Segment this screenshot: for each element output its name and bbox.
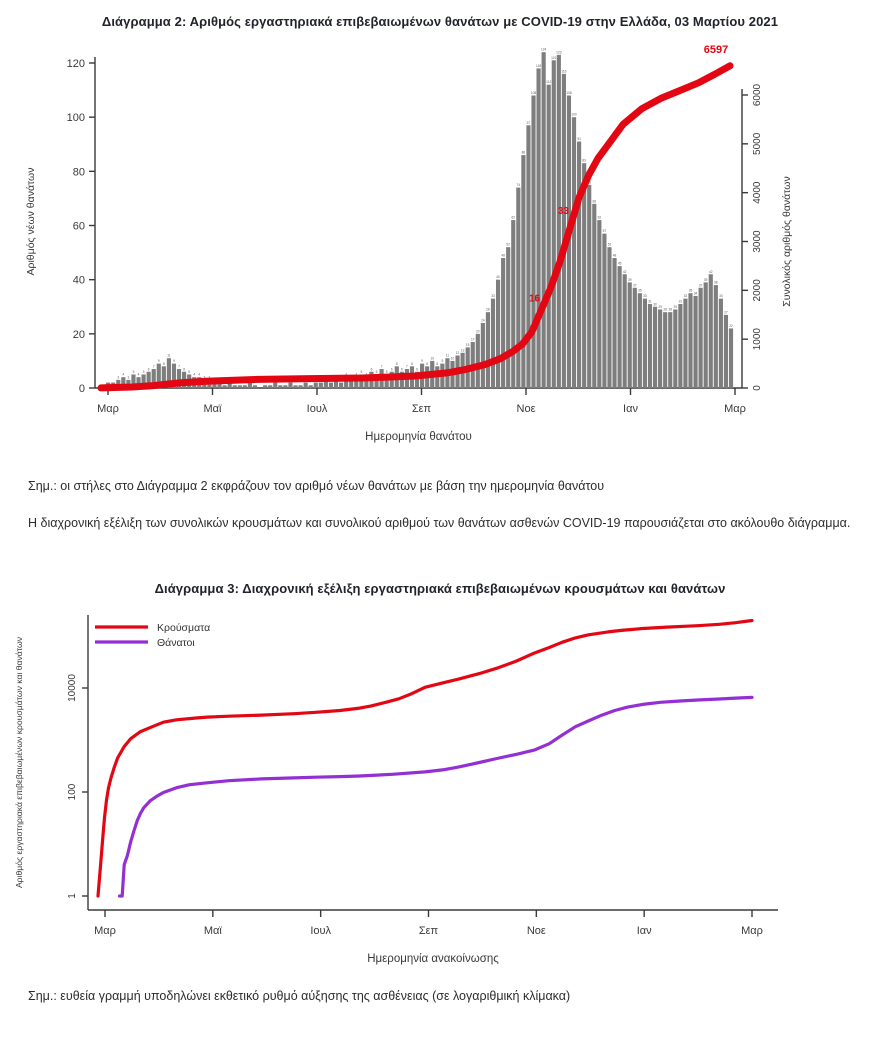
svg-text:5: 5 <box>188 369 191 374</box>
svg-text:80: 80 <box>72 166 85 179</box>
svg-text:33: 33 <box>719 294 723 299</box>
svg-text:8: 8 <box>162 361 165 366</box>
svg-text:39: 39 <box>627 277 632 282</box>
svg-text:Ιαν: Ιαν <box>636 925 652 937</box>
svg-text:45: 45 <box>617 261 622 266</box>
svg-text:35: 35 <box>688 288 693 293</box>
svg-text:33: 33 <box>683 294 688 299</box>
svg-text:20: 20 <box>72 328 85 341</box>
svg-text:123: 123 <box>556 50 562 55</box>
svg-text:1: 1 <box>67 893 78 899</box>
svg-text:Μαρ: Μαρ <box>94 925 116 937</box>
svg-text:91: 91 <box>577 137 581 142</box>
svg-text:118: 118 <box>536 63 542 68</box>
svg-text:1000: 1000 <box>752 328 763 351</box>
svg-text:10000: 10000 <box>67 674 78 702</box>
svg-text:37: 37 <box>698 283 703 288</box>
svg-text:31: 31 <box>678 299 683 304</box>
svg-text:4: 4 <box>365 372 368 377</box>
svg-text:75: 75 <box>587 180 591 185</box>
svg-text:4000: 4000 <box>752 181 763 204</box>
svg-text:52: 52 <box>607 242 612 247</box>
svg-text:108: 108 <box>566 91 572 95</box>
svg-text:52: 52 <box>506 242 510 247</box>
chart3-title: Διάγραμμα 3: Διαχρονική εξέλιξη εργαστηριακά επιβεβαιωμένων κρουσμάτων και θανάτων <box>154 581 726 596</box>
svg-text:28: 28 <box>663 307 667 312</box>
svg-text:2000: 2000 <box>752 279 763 302</box>
chart3-series-line <box>98 621 752 897</box>
svg-text:3: 3 <box>350 375 353 380</box>
svg-text:38: 38 <box>714 280 718 285</box>
svg-text:Σεπ: Σεπ <box>411 403 432 415</box>
svg-text:40: 40 <box>72 274 85 287</box>
svg-text:31: 31 <box>648 299 652 304</box>
svg-text:Μαϊ: Μαϊ <box>203 403 222 415</box>
svg-text:3: 3 <box>335 375 337 380</box>
svg-text:4: 4 <box>137 372 140 377</box>
svg-text:Μαρ: Μαρ <box>97 403 119 415</box>
svg-text:9: 9 <box>441 359 444 364</box>
svg-text:86: 86 <box>521 150 526 155</box>
chart3-series-line <box>120 697 752 896</box>
svg-text:7: 7 <box>152 364 155 369</box>
svg-text:30: 30 <box>653 302 657 307</box>
svg-text:39: 39 <box>703 277 708 282</box>
chart2-note: Σημ.: οι στήλες στο Διάγραμμα 2 εκφράζουν τον αριθμό νέων θανάτων με βάση την ημερομηνία θανάτου <box>28 479 605 493</box>
svg-text:8: 8 <box>426 361 429 366</box>
svg-text:124: 124 <box>540 47 547 52</box>
svg-text:3: 3 <box>325 375 327 380</box>
svg-text:42: 42 <box>622 269 627 274</box>
svg-text:9: 9 <box>173 359 175 364</box>
svg-text:5: 5 <box>375 369 378 374</box>
chart3-figure <box>0 603 880 975</box>
svg-text:Ημερομηνία θανάτου: Ημερομηνία θανάτου <box>365 431 472 443</box>
svg-text:4: 4 <box>355 372 358 377</box>
svg-text:4: 4 <box>345 372 348 377</box>
svg-text:121: 121 <box>551 55 557 60</box>
svg-text:8: 8 <box>395 361 398 366</box>
svg-text:6: 6 <box>183 367 185 372</box>
svg-text:74: 74 <box>516 183 521 188</box>
svg-text:3: 3 <box>208 375 211 380</box>
svg-text:Μαρ: Μαρ <box>741 925 763 937</box>
svg-text:60: 60 <box>72 220 85 233</box>
svg-text:20: 20 <box>476 329 480 334</box>
svg-text:Αριθμός εργαστηριακά επιβεβαιω: Αριθμός εργαστηριακά επιβεβαιωμένων κρουσμάτων και θανάτων <box>14 636 24 889</box>
svg-text:10: 10 <box>430 356 435 361</box>
svg-text:6000: 6000 <box>752 83 763 107</box>
svg-text:68: 68 <box>592 199 597 204</box>
svg-text:Μαρ: Μαρ <box>724 403 746 415</box>
svg-text:27: 27 <box>724 310 728 315</box>
svg-text:24: 24 <box>481 318 485 323</box>
svg-text:6: 6 <box>400 367 403 372</box>
svg-text:11: 11 <box>445 353 450 358</box>
svg-text:40: 40 <box>496 275 500 280</box>
chart3-axes <box>82 615 778 917</box>
svg-text:28: 28 <box>668 307 673 312</box>
svg-text:100: 100 <box>571 112 577 117</box>
svg-text:48: 48 <box>612 253 617 258</box>
chart2-annotation: 33 <box>557 205 569 217</box>
svg-text:5: 5 <box>385 369 388 374</box>
svg-text:Νοε: Νοε <box>526 925 546 937</box>
svg-text:83: 83 <box>582 158 586 163</box>
svg-text:34: 34 <box>693 291 698 296</box>
chart2-annotation: 16 <box>528 293 541 305</box>
svg-text:Ιουλ: Ιουλ <box>306 403 328 415</box>
svg-text:Σεπ: Σεπ <box>418 925 439 937</box>
svg-text:8: 8 <box>411 361 413 366</box>
svg-text:6: 6 <box>416 367 418 372</box>
svg-text:48: 48 <box>501 253 505 258</box>
svg-text:112: 112 <box>546 80 552 85</box>
svg-text:Συνολικός αριθμός θανάτων: Συνολικός αριθμός θανάτων <box>781 176 793 307</box>
svg-text:4: 4 <box>122 372 125 377</box>
svg-text:9: 9 <box>157 359 160 364</box>
svg-text:7: 7 <box>178 364 180 369</box>
svg-text:3: 3 <box>203 375 206 380</box>
body-paragraph: Η διαχρονική εξέλιξη των συνολικών κρουσμάτων και συνολικού αριθμού των θανάτων ασθενών COVID-19 παρουσιάζεται στο ακόλουθο διάγραμμα. <box>28 516 851 530</box>
svg-text:4: 4 <box>198 372 201 377</box>
svg-text:10: 10 <box>450 356 455 361</box>
svg-text:6: 6 <box>147 367 150 372</box>
chart2-figure <box>0 34 880 454</box>
svg-text:5: 5 <box>360 369 363 374</box>
chart2-bars <box>101 52 733 388</box>
svg-text:33: 33 <box>643 294 647 299</box>
svg-text:Αριθμός νέων θανάτων: Αριθμός νέων θανάτων <box>25 167 37 276</box>
svg-text:13: 13 <box>460 348 465 353</box>
svg-text:Ημερομηνία ανακοίνωσης: Ημερομηνία ανακοίνωσης <box>367 953 499 965</box>
chart2-title: Διάγραμμα 2: Αριθμός εργαστηριακά επιβεβαιωμένων θανάτων με COVID-19 στην Ελλάδα, 03 Μαρτίου 2021 <box>101 14 779 29</box>
svg-text:0: 0 <box>752 385 763 391</box>
svg-text:4: 4 <box>193 372 196 377</box>
svg-text:17: 17 <box>470 337 475 342</box>
svg-text:6: 6 <box>370 367 373 372</box>
svg-text:5000: 5000 <box>752 132 763 155</box>
svg-text:29: 29 <box>658 304 662 309</box>
svg-text:5: 5 <box>142 369 145 374</box>
svg-text:37: 37 <box>633 283 637 288</box>
svg-text:7: 7 <box>380 364 383 369</box>
svg-text:3: 3 <box>127 375 130 380</box>
svg-text:108: 108 <box>530 91 537 95</box>
legend-label: Κρούσματα <box>157 622 211 634</box>
svg-text:5: 5 <box>132 369 135 374</box>
svg-text:57: 57 <box>602 229 607 234</box>
svg-text:3000: 3000 <box>752 230 763 253</box>
svg-text:7: 7 <box>406 364 408 369</box>
svg-text:100: 100 <box>67 783 78 801</box>
svg-text:97: 97 <box>526 120 531 125</box>
svg-text:Ιαν: Ιαν <box>623 403 638 415</box>
svg-text:Μαϊ: Μαϊ <box>203 925 222 937</box>
svg-text:29: 29 <box>673 304 678 309</box>
legend-label: Θάνατοι <box>157 637 195 649</box>
svg-text:35: 35 <box>638 288 642 293</box>
svg-text:22: 22 <box>729 323 733 328</box>
svg-text:100: 100 <box>66 112 85 125</box>
svg-text:62: 62 <box>597 215 602 220</box>
svg-text:15: 15 <box>465 342 470 347</box>
svg-text:62: 62 <box>511 215 516 220</box>
chart3-note: Σημ.: ευθεία γραμμή υποδηλώνει εκθετικό ρυθμό αύξησης της ασθένειας (σε λογαριθμική κλίμακα) <box>28 989 571 1003</box>
svg-text:120: 120 <box>66 58 85 70</box>
svg-text:0: 0 <box>78 383 85 395</box>
svg-text:8: 8 <box>436 361 439 366</box>
chart3-legend <box>95 622 210 649</box>
svg-text:Ιουλ: Ιουλ <box>310 925 332 937</box>
svg-text:42: 42 <box>708 269 713 274</box>
chart2-annotation: 6597 <box>703 43 729 56</box>
svg-text:6: 6 <box>390 367 393 372</box>
svg-text:11: 11 <box>167 353 171 358</box>
svg-text:12: 12 <box>455 351 460 355</box>
svg-text:Νοε: Νοε <box>516 403 536 415</box>
svg-text:116: 116 <box>561 69 567 74</box>
svg-text:3: 3 <box>117 375 120 380</box>
svg-text:9: 9 <box>421 359 423 364</box>
svg-text:28: 28 <box>486 307 490 312</box>
svg-text:33: 33 <box>491 294 495 299</box>
